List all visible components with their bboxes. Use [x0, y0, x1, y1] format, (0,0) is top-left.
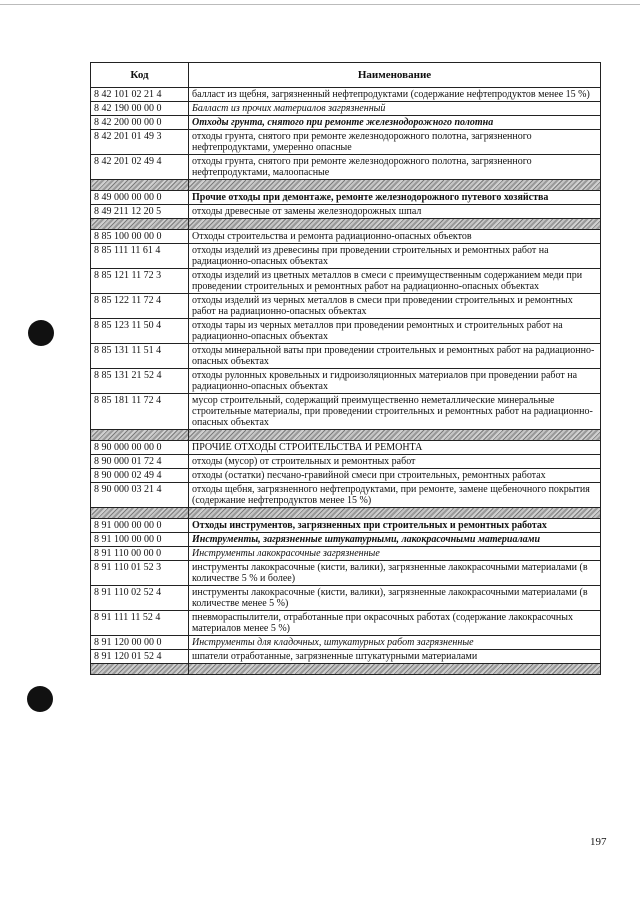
- shaded-cell: [189, 219, 601, 230]
- shaded-cell: [189, 430, 601, 441]
- table-header-row: [91, 63, 601, 88]
- table-row: [91, 102, 601, 116]
- name-cell: отходы (остатки) песчано-гравийной смеси при строительных, ремонтных работах: [189, 469, 601, 483]
- table-row: [91, 155, 601, 180]
- code-cell: 8 85 131 11 51 4: [91, 344, 189, 369]
- table-row: [91, 561, 601, 586]
- name-cell: отходы грунта, снятого при ремонте железнодорожного полотна, загрязненного нефтепродуктами, умеренно опасные: [189, 130, 601, 155]
- waste-classification-table: [90, 62, 601, 675]
- shaded-separator-row: [91, 180, 601, 191]
- shaded-separator-row: [91, 430, 601, 441]
- table-row: [91, 547, 601, 561]
- code-cell: 8 90 000 02 49 4: [91, 469, 189, 483]
- name-cell: отходы изделий из цветных металлов в смеси с преимущественным содержанием меди при проведении строительных и ремонтных работ на радиационно-опасных объектах: [189, 269, 601, 294]
- table-row: [91, 611, 601, 636]
- name-cell: Прочие отходы при демонтаже, ремонте железнодорожного путевого хозяйства: [189, 191, 601, 205]
- shaded-cell: [91, 180, 189, 191]
- table-row: [91, 394, 601, 430]
- name-cell: отходы тары из черных металлов при проведении ремонтных и строительных работ на радиационно-опасных объектах: [189, 319, 601, 344]
- code-cell: 8 49 211 12 20 5: [91, 205, 189, 219]
- name-cell: отходы изделий из черных металлов в смеси при проведении строительных и ремонтных работ на радиационно-опасных объектах: [189, 294, 601, 319]
- punch-hole: [27, 686, 53, 712]
- code-cell: 8 91 000 00 00 0: [91, 519, 189, 533]
- name-cell: Отходы строительства и ремонта радиационно-опасных объектов: [189, 230, 601, 244]
- shaded-separator-row: [91, 219, 601, 230]
- code-cell: 8 91 100 00 00 0: [91, 533, 189, 547]
- code-cell: 8 85 131 21 52 4: [91, 369, 189, 394]
- table-row: [91, 441, 601, 455]
- shaded-cell: [189, 508, 601, 519]
- table-row: [91, 369, 601, 394]
- table-row: [91, 294, 601, 319]
- table-row: [91, 230, 601, 244]
- name-cell: отходы щебня, загрязненного нефтепродуктами, при ремонте, замене щебеночного покрытия (содержание нефтепродуктов менее 15 %): [189, 483, 601, 508]
- name-cell: Отходы инструментов, загрязненных при строительных и ремонтных работах: [189, 519, 601, 533]
- name-cell: отходы минеральной ваты при проведении строительных и ремонтных работ на радиационно-опасных объектах: [189, 344, 601, 369]
- code-cell: 8 49 000 00 00 0: [91, 191, 189, 205]
- table-row: [91, 519, 601, 533]
- page-top-edge: [0, 4, 640, 5]
- code-cell: 8 85 100 00 00 0: [91, 230, 189, 244]
- name-cell: шпатели отработанные, загрязненные штукатурными материалами: [189, 650, 601, 664]
- shaded-cell: [91, 664, 189, 675]
- shaded-cell: [189, 664, 601, 675]
- table-row: [91, 244, 601, 269]
- table-row: [91, 319, 601, 344]
- table-row: [91, 650, 601, 664]
- code-cell: 8 85 181 11 72 4: [91, 394, 189, 430]
- shaded-cell: [91, 430, 189, 441]
- name-cell: инструменты лакокрасочные (кисти, валики), загрязненные лакокрасочными материалами (в количестве 5 % и более): [189, 561, 601, 586]
- table-row: [91, 116, 601, 130]
- code-cell: 8 42 201 02 49 4: [91, 155, 189, 180]
- code-cell: 8 42 201 01 49 3: [91, 130, 189, 155]
- header-name: Наименование: [189, 63, 601, 88]
- punch-hole: [28, 320, 54, 346]
- name-cell: отходы рулонных кровельных и гидроизоляционных материалов при проведении работ на радиационно-опасных объектах: [189, 369, 601, 394]
- code-cell: 8 85 111 11 61 4: [91, 244, 189, 269]
- shaded-cell: [189, 180, 601, 191]
- table-row: [91, 455, 601, 469]
- name-cell: инструменты лакокрасочные (кисти, валики), загрязненные лакокрасочными материалами (в количестве менее 5 %): [189, 586, 601, 611]
- code-cell: 8 91 111 11 52 4: [91, 611, 189, 636]
- table-row: [91, 205, 601, 219]
- table-row: [91, 586, 601, 611]
- table-row: [91, 636, 601, 650]
- code-cell: 8 85 121 11 72 3: [91, 269, 189, 294]
- code-cell: 8 91 120 01 52 4: [91, 650, 189, 664]
- table-row: [91, 344, 601, 369]
- name-cell: отходы грунта, снятого при ремонте железнодорожного полотна, загрязненного нефтепродуктами, малоопасные: [189, 155, 601, 180]
- table-row: [91, 483, 601, 508]
- table-row: [91, 533, 601, 547]
- code-cell: 8 90 000 03 21 4: [91, 483, 189, 508]
- name-cell: мусор строительный, содержащий преимущественно неметаллические минеральные строительные материалы, при проведении строительных и ремонтных работ на радиационно-опасных объектах: [189, 394, 601, 430]
- table-row: [91, 469, 601, 483]
- code-cell: 8 85 123 11 50 4: [91, 319, 189, 344]
- name-cell: Инструменты, загрязненные штукатурными, лакокрасочными материалами: [189, 533, 601, 547]
- shaded-separator-row: [91, 508, 601, 519]
- code-cell: 8 85 122 11 72 4: [91, 294, 189, 319]
- code-cell: 8 42 101 02 21 4: [91, 88, 189, 102]
- table-row: [91, 191, 601, 205]
- name-cell: ПРОЧИЕ ОТХОДЫ СТРОИТЕЛЬСТВА И РЕМОНТА: [189, 441, 601, 455]
- code-cell: 8 91 110 01 52 3: [91, 561, 189, 586]
- code-cell: 8 91 120 00 00 0: [91, 636, 189, 650]
- table-row: [91, 269, 601, 294]
- code-cell: 8 90 000 00 00 0: [91, 441, 189, 455]
- shaded-cell: [91, 219, 189, 230]
- table-row: [91, 88, 601, 102]
- name-cell: балласт из щебня, загрязненный нефтепродуктами (содержание нефтепродуктов менее 15 %): [189, 88, 601, 102]
- code-cell: 8 42 200 00 00 0: [91, 116, 189, 130]
- name-cell: отходы древесные от замены железнодорожных шпал: [189, 205, 601, 219]
- code-cell: 8 42 190 00 00 0: [91, 102, 189, 116]
- code-cell: 8 91 110 00 00 0: [91, 547, 189, 561]
- name-cell: пневмораспылители, отработанные при окрасочных работах (содержание лакокрасочных материалов менее 5 %): [189, 611, 601, 636]
- header-code: Код: [91, 63, 189, 88]
- shaded-cell: [91, 508, 189, 519]
- name-cell: Инструменты лакокрасочные загрязненные: [189, 547, 601, 561]
- code-cell: 8 90 000 01 72 4: [91, 455, 189, 469]
- page-number: 197: [590, 836, 607, 848]
- name-cell: Отходы грунта, снятого при ремонте железнодорожного полотна: [189, 116, 601, 130]
- table-row: [91, 130, 601, 155]
- shaded-separator-row: [91, 664, 601, 675]
- code-cell: 8 91 110 02 52 4: [91, 586, 189, 611]
- name-cell: отходы (мусор) от строительных и ремонтных работ: [189, 455, 601, 469]
- table-body: [91, 88, 601, 675]
- name-cell: Балласт из прочих материалов загрязненный: [189, 102, 601, 116]
- name-cell: Инструменты для кладочных, штукатурных работ загрязненные: [189, 636, 601, 650]
- name-cell: отходы изделий из древесины при проведении строительных и ремонтных работ на радиационно-опасных объектах: [189, 244, 601, 269]
